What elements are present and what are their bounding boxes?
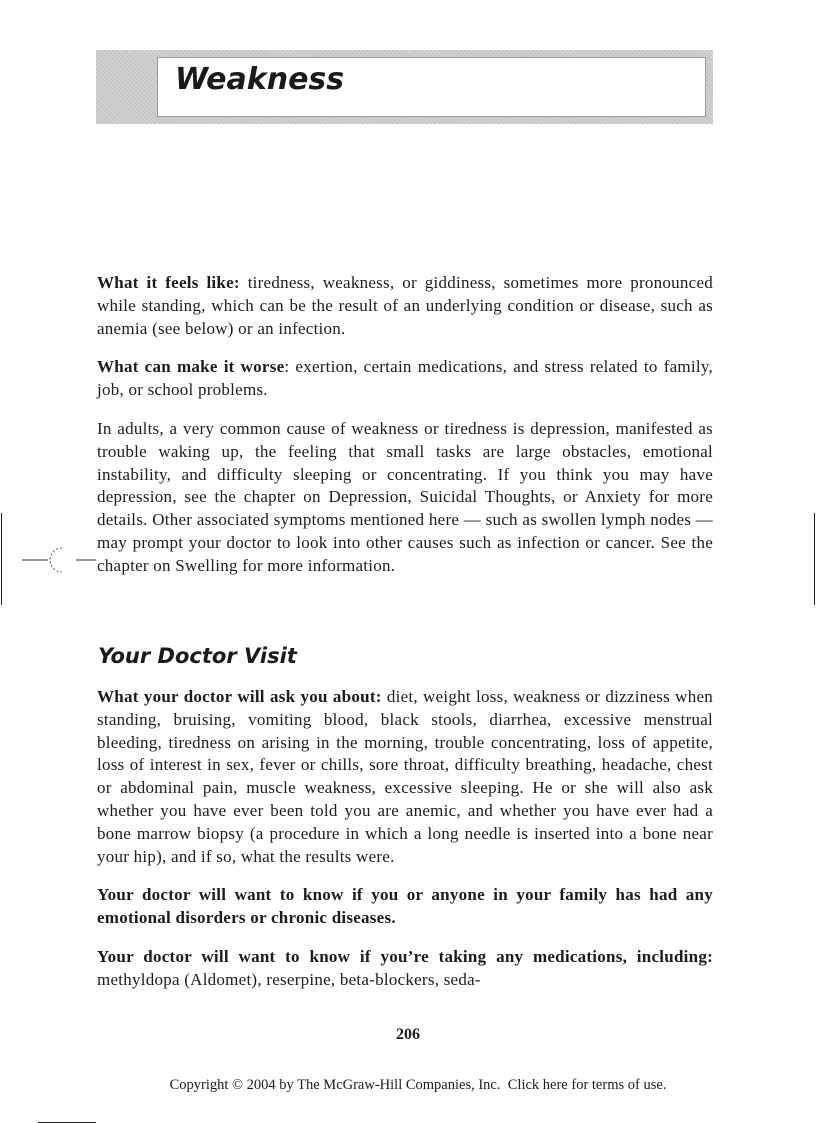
worse-text: : exertion, certain medications, and stress related to family, job, or school problems. <box>97 357 713 400</box>
ask-about-paragraph <box>97 686 713 868</box>
intro-section <box>97 272 713 594</box>
doctor-visit-section <box>97 686 713 1008</box>
worse-paragraph <box>97 356 713 402</box>
copyright-line <box>0 1077 816 1094</box>
ask-about-text: diet, weight loss, weakness or dizziness when standing, bruising, vomiting blood, black stools, diarrhea, excessive menstrual bleeding, tiredness on arising in the morning, trouble concentrating, loss of appetite, loss of interest in sex, fever or chills, sore throat, difficulty breathing, headache, chest or abdominal pain, muscle weakness, excessive sleeping. He or she will also ask whether you have ever been told you are anemic, and whether you have ever had a bone marrow biopsy (a procedure in which a long needle is inserted into a bone near your hip), and if so, what the results were. <box>97 687 713 866</box>
page-number: 206 <box>396 1026 420 1043</box>
feels-like-text: tiredness, weakness, or giddiness, sometimes more pronounced while standing, which can be the result of an underlying condition or disease, such as anemia (see below) or an infection. <box>97 273 714 338</box>
medications-paragraph <box>97 946 713 992</box>
left-margin-rule <box>1 513 2 605</box>
family-history-paragraph: Your doctor will want to know if you or anyone in your family has had any emotional disorders or chronic diseases. <box>97 885 713 928</box>
ask-about-label: What your doctor will ask you about: <box>97 687 382 706</box>
doctor-visit-heading: Your Doctor Visit <box>98 644 297 668</box>
medications-text: methyldopa (Aldomet), reserpine, beta-blockers, seda- <box>97 969 481 989</box>
copyright-text: Copyright © 2004 by The McGraw-Hill Companies, Inc. <box>169 1077 501 1093</box>
worse-label: What can make it worse <box>97 357 285 377</box>
adults-paragraph: In adults, a very common cause of weakness or tiredness is depression, manifested as trouble waking up, the feeling that small tasks are large obstacles, emotional instability, and difficulty sleeping or concentrating. If you think you may have depression, see the chapter on Depression, Suicidal Thoughts, or Anxiety for more details. Other associated symptoms mentioned here — such as swollen lymph nodes — may prompt your doctor to look into other causes such as infection or cancer. See the chapter on Swelling for more information. <box>97 418 713 575</box>
feels-like-paragraph <box>97 272 713 340</box>
registration-mark-icon <box>22 540 102 580</box>
medications-label: Your doctor will want to know if you’re taking any medications, including: <box>97 946 713 966</box>
chapter-title: Weakness <box>175 62 345 97</box>
feels-like-label: What it feels like: <box>97 273 240 292</box>
right-margin-rule <box>814 513 815 605</box>
terms-of-use-link[interactable]: Click here for terms of use. <box>507 1077 667 1093</box>
